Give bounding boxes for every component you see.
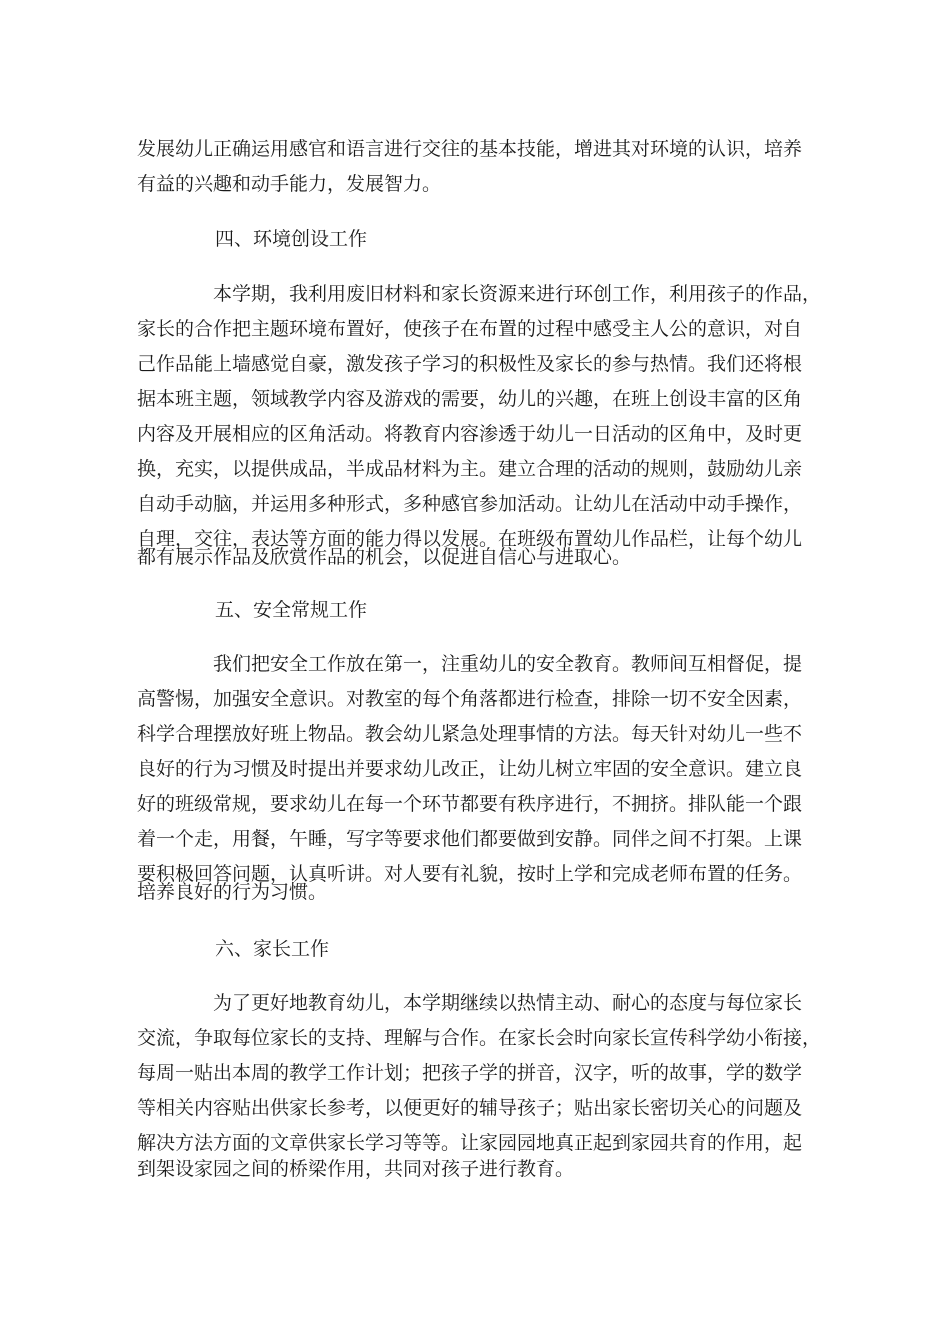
paragraph-line: 有益的兴趣和动手能力，发展智力。 (137, 173, 442, 195)
paragraph-line: 内容及开展相应的区角活动。将教育内容渗透于幼儿一日活动的区角中，及时更 (137, 423, 803, 445)
paragraph-line: 本学期，我利用废旧材料和家长资源来进行环创工作，利用孩子的作品， (213, 283, 822, 305)
paragraph-line: 解决方法方面的文章供家长学习等等。让家园园地真正起到家园共育的作用，起 (137, 1132, 803, 1154)
paragraph-line: 我们把安全工作放在第一，注重幼儿的安全教育。教师间互相督促，提 (213, 653, 803, 675)
paragraph-line: 家长的合作把主题环境布置好，使孩子在布置的过程中感受主人公的意识，对自 (137, 318, 803, 340)
paragraph-line: 自动手动脑，并运用多种形式，多种感官参加活动。让幼儿在活动中动手操作， (137, 493, 803, 515)
paragraph-line: 科学合理摆放好班上物品。教会幼儿紧急处理事情的方法。每天针对幼儿一些不 (137, 723, 803, 745)
paragraph-line: 要积极回答问题，认真听讲。对人要有礼貌，按时上学和完成老师布置的任务。 (137, 863, 803, 885)
section-heading-safety: 五、安全常规工作 (215, 599, 368, 621)
section-heading-parents: 六、家长工作 (215, 938, 330, 960)
paragraph-line: 等相关内容贴出供家长参考，以便更好的辅导孩子；贴出家长密切关心的问题及 (137, 1097, 803, 1119)
paragraph-line: 己作品能上墙感觉自豪，激发孩子学习的积极性及家长的参与热情。我们还将根 (137, 353, 803, 375)
paragraph-line: 为了更好地教育幼儿，本学期继续以热情主动、耐心的态度与每位家长 (213, 992, 803, 1014)
paragraph-line: 到架设家园之间的桥梁作用，共同对孩子进行教育。 (137, 1158, 575, 1180)
paragraph-line: 培养良好的行为习惯。 (137, 881, 328, 903)
paragraph-line: 交流，争取每位家长的支持、理解与合作。在家长会时向家长宣传科学幼小衔接， (137, 1027, 822, 1049)
section-heading-environment: 四、环境创设工作 (215, 228, 368, 250)
paragraph-line: 好的班级常规，要求幼儿在每一个环节都要有秩序进行，不拥挤。排队能一个跟 (137, 793, 803, 815)
paragraph-line: 着一个走，用餐，午睡，写字等要求他们都要做到安静。同伴之间不打架。上课 (137, 828, 803, 850)
paragraph-line: 据本班主题，领域教学内容及游戏的需要，幼儿的兴趣，在班上创设丰富的区角 (137, 388, 803, 410)
paragraph-line: 高警惕，加强安全意识。对教室的每个角落都进行检查，排除一切不安全因素， (137, 688, 803, 710)
paragraph-line: 都有展示作品及欣赏作品的机会，以促进自信心与进取心。 (137, 546, 632, 568)
paragraph-line: 良好的行为习惯及时提出并要求幼儿改正，让幼儿树立牢固的安全意识。建立良 (137, 758, 803, 780)
paragraph-line: 换，充实，以提供成品，半成品材料为主。建立合理的活动的规则，鼓励幼儿亲 (137, 458, 803, 480)
paragraph-line: 每周一贴出本周的教学工作计划；把孩子学的拼音，汉字，听的故事，学的数学 (137, 1062, 803, 1084)
paragraph-line: 自理，交往，表达等方面的能力得以发展。在班级布置幼儿作品栏，让每个幼儿 (137, 528, 803, 550)
paragraph-line: 发展幼儿正确运用感官和语言进行交往的基本技能，增进其对环境的认识，培养 (137, 138, 803, 160)
